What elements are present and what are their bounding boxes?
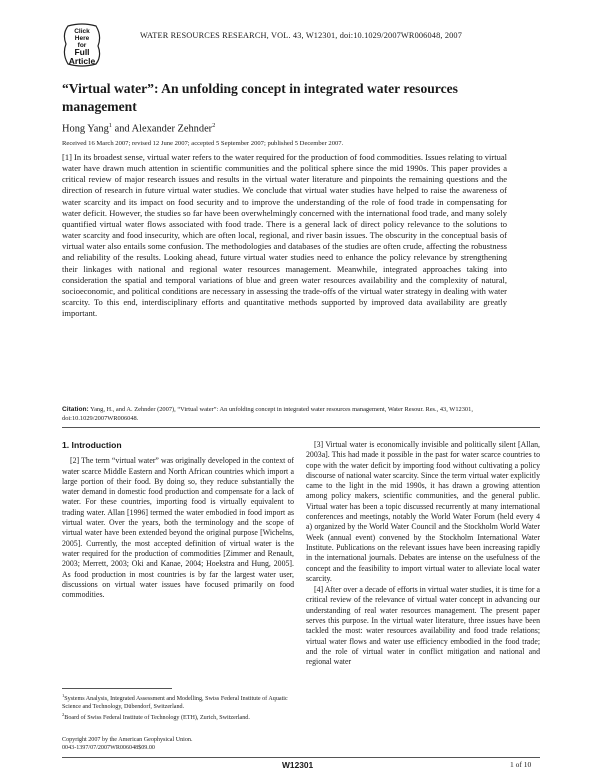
footnote-2	[62, 711, 294, 722]
logo-text-1: Click	[74, 28, 90, 35]
footer-divider	[62, 757, 540, 758]
author-2-affiliation: 2	[212, 122, 216, 129]
left-column	[62, 440, 294, 600]
full-article-badge-icon	[62, 22, 102, 68]
logo-text-2: Here	[74, 35, 90, 42]
full-article-logo[interactable]	[62, 22, 102, 68]
abstract: [1] In its broadest sense, virtual water refers to the water required for the production of food commodities. Issues relating to virtual water have drawn much attention in scientific communities and the political sphere since the mid 1990s. This paper provides a critical review of major research issues and results in the virtual water literature and pinpoints the remaining questions and the direction of research in future virtual water studies. We conclude that virtual water studies have helped to raise the awareness of water scarcity and its impact on food security and to improve the understanding of the role of food trade in compensating for water deficit. However, the studies so far have been overwhelmingly concerned with the international food trade, and many solely quantified virtual water flows associated with food trade. There is a general lack of direct policy relevance to the solutions to water scarcity and food insecurity, which are often local, regional, and river basin issues. The obscurity in the conceptual basis of virtual water also entails some confusion. The methodologies and databases of the studies are often crude, affecting the robustness and reliability of the results. Looking ahead, future virtual water studies need to enhance the policy relevance by strengthening their linkages with national and regional water resources management. Meanwhile, integrated approaches taking into consideration the spatial and temporal variations of blue and green water resources availability and the complexity of natural, socioeconomic, and political conditions are necessary in assessing the trade-offs of the virtual water strategy in dealing with water scarcity. To this end, interdisciplinary efforts and quantitative methods supported by improved data availability are greatly important.	[62, 152, 507, 319]
footnotes	[62, 692, 294, 722]
footnote-divider	[62, 688, 172, 689]
author-separator: and	[112, 123, 132, 135]
paper-title: “Virtual water”: An unfolding concept in integrated water resources management	[62, 81, 458, 114]
footnote-2-text: Board of Swiss Federal Institute of Technology (ETH), Zurich, Switzerland.	[64, 715, 250, 722]
footnote-1-text: Systems Analysis, Integrated Assessment and Modelling, Swiss Federal Institute of Aquatic Science and Technology, Dübendorf, Switzerland.	[62, 696, 288, 711]
publication-dates: Received 16 March 2007; revised 12 June 2007; accepted 5 September 2007; published 5 December 2007.	[62, 140, 344, 147]
citation-text: Yang, H., and A. Zehnder (2007), “Virtual water”: An unfolding concept in integrated water resources management, Water Resour. Res., 43, W12301, doi:10.1029/2007WR006048.	[62, 406, 473, 422]
paragraph-2: [2] The term “virtual water” was originally developed in the context of water scarce Middle Eastern and North African countries which import a large portion of their food. By doing so, they reduce substantially the water demand in domestic food production and compensate for a lack of water. For these countries, importing food is virtually equivalent to trading water. Allan [1996] termed the water embodied in food import as virtual water. Over the years, both the terminology and the scope of virtual water have been extended beyond the original purpose [Wichelns, 2005]. Currently, the most accepted definition of virtual water is the water required for the production of commodities [Zimmer and Renault, 2003; Merrett, 2003; Oki and Kanae, 2004; Hoekstra and Hung, 2005]. As food production in most countries is by far the largest water user, discussions on virtual water issues have focused primarily on food commodities.	[62, 456, 294, 600]
section-heading-introduction: 1. Introduction	[62, 440, 122, 450]
paragraph-3: [3] Virtual water is economically invisible and politically silent [Allan, 2003a]. This had made it possible in the past for water scarce countries to cope with the water deficit by importing food without cultivating a policy discourse of national water scarcity. Since the term virtual water explicitly came to the light in the mid 1990s, it has drawn a growing attention among policy makers, scientific communities, and the general public. Virtual water has been a topic discussed recurrently at many international conferences and meetings, notably the World Water Forum (held every 4 a) organized by the World Water Council and the Stockholm World Water Week (annual event) convened by the Stockholm International Water Institute. Publications on the relevant issues have been increasing rapidly in the international journals. Debates are intense on the usefulness of the concept and the feasibility to import virtual water to alleviate local water scarcity.	[306, 440, 540, 583]
author-2: Alexander Zehnder	[131, 123, 213, 135]
running-header: WATER RESOURCES RESEARCH, VOL. 43, W12301, doi:10.1029/2007WR006048, 2007	[140, 31, 463, 40]
footnote-1-mark: 1	[62, 693, 65, 698]
right-column	[306, 440, 540, 668]
page-number: 1 of 10	[510, 760, 532, 769]
logo-text-4: Full	[74, 47, 90, 57]
issn-line: 0043-1397/07/2007WR006048$09.00	[62, 745, 155, 752]
section-divider	[62, 427, 540, 428]
copyright	[62, 736, 294, 752]
logo-text-3: for	[77, 42, 87, 49]
article-id: W12301	[282, 760, 314, 770]
footnote-2-mark: 2	[62, 712, 65, 718]
author-list	[62, 122, 215, 134]
footnote-1	[62, 692, 294, 711]
citation	[62, 405, 540, 423]
author-1-affiliation: 1	[108, 122, 113, 129]
citation-label: Citation:	[62, 406, 89, 413]
author-1: Hong Yang	[62, 123, 109, 135]
copyright-line: Copyright 2007 by the American Geophysical Union.	[62, 737, 193, 743]
paragraph-4: [4] After over a decade of efforts in virtual water studies, it is time for a critical review of the relevance of virtual water concept in advancing our understanding of real water resources management. The present paper serves this purpose. In the virtual water literature, three issues have been tackled the most: water resources availability and food trade relations; virtual water flows and water use efficiency embodied in the food trade; and the role of virtual water in conflict mitigation and national and regional water	[306, 585, 540, 667]
logo-text-5: Article	[68, 56, 96, 66]
